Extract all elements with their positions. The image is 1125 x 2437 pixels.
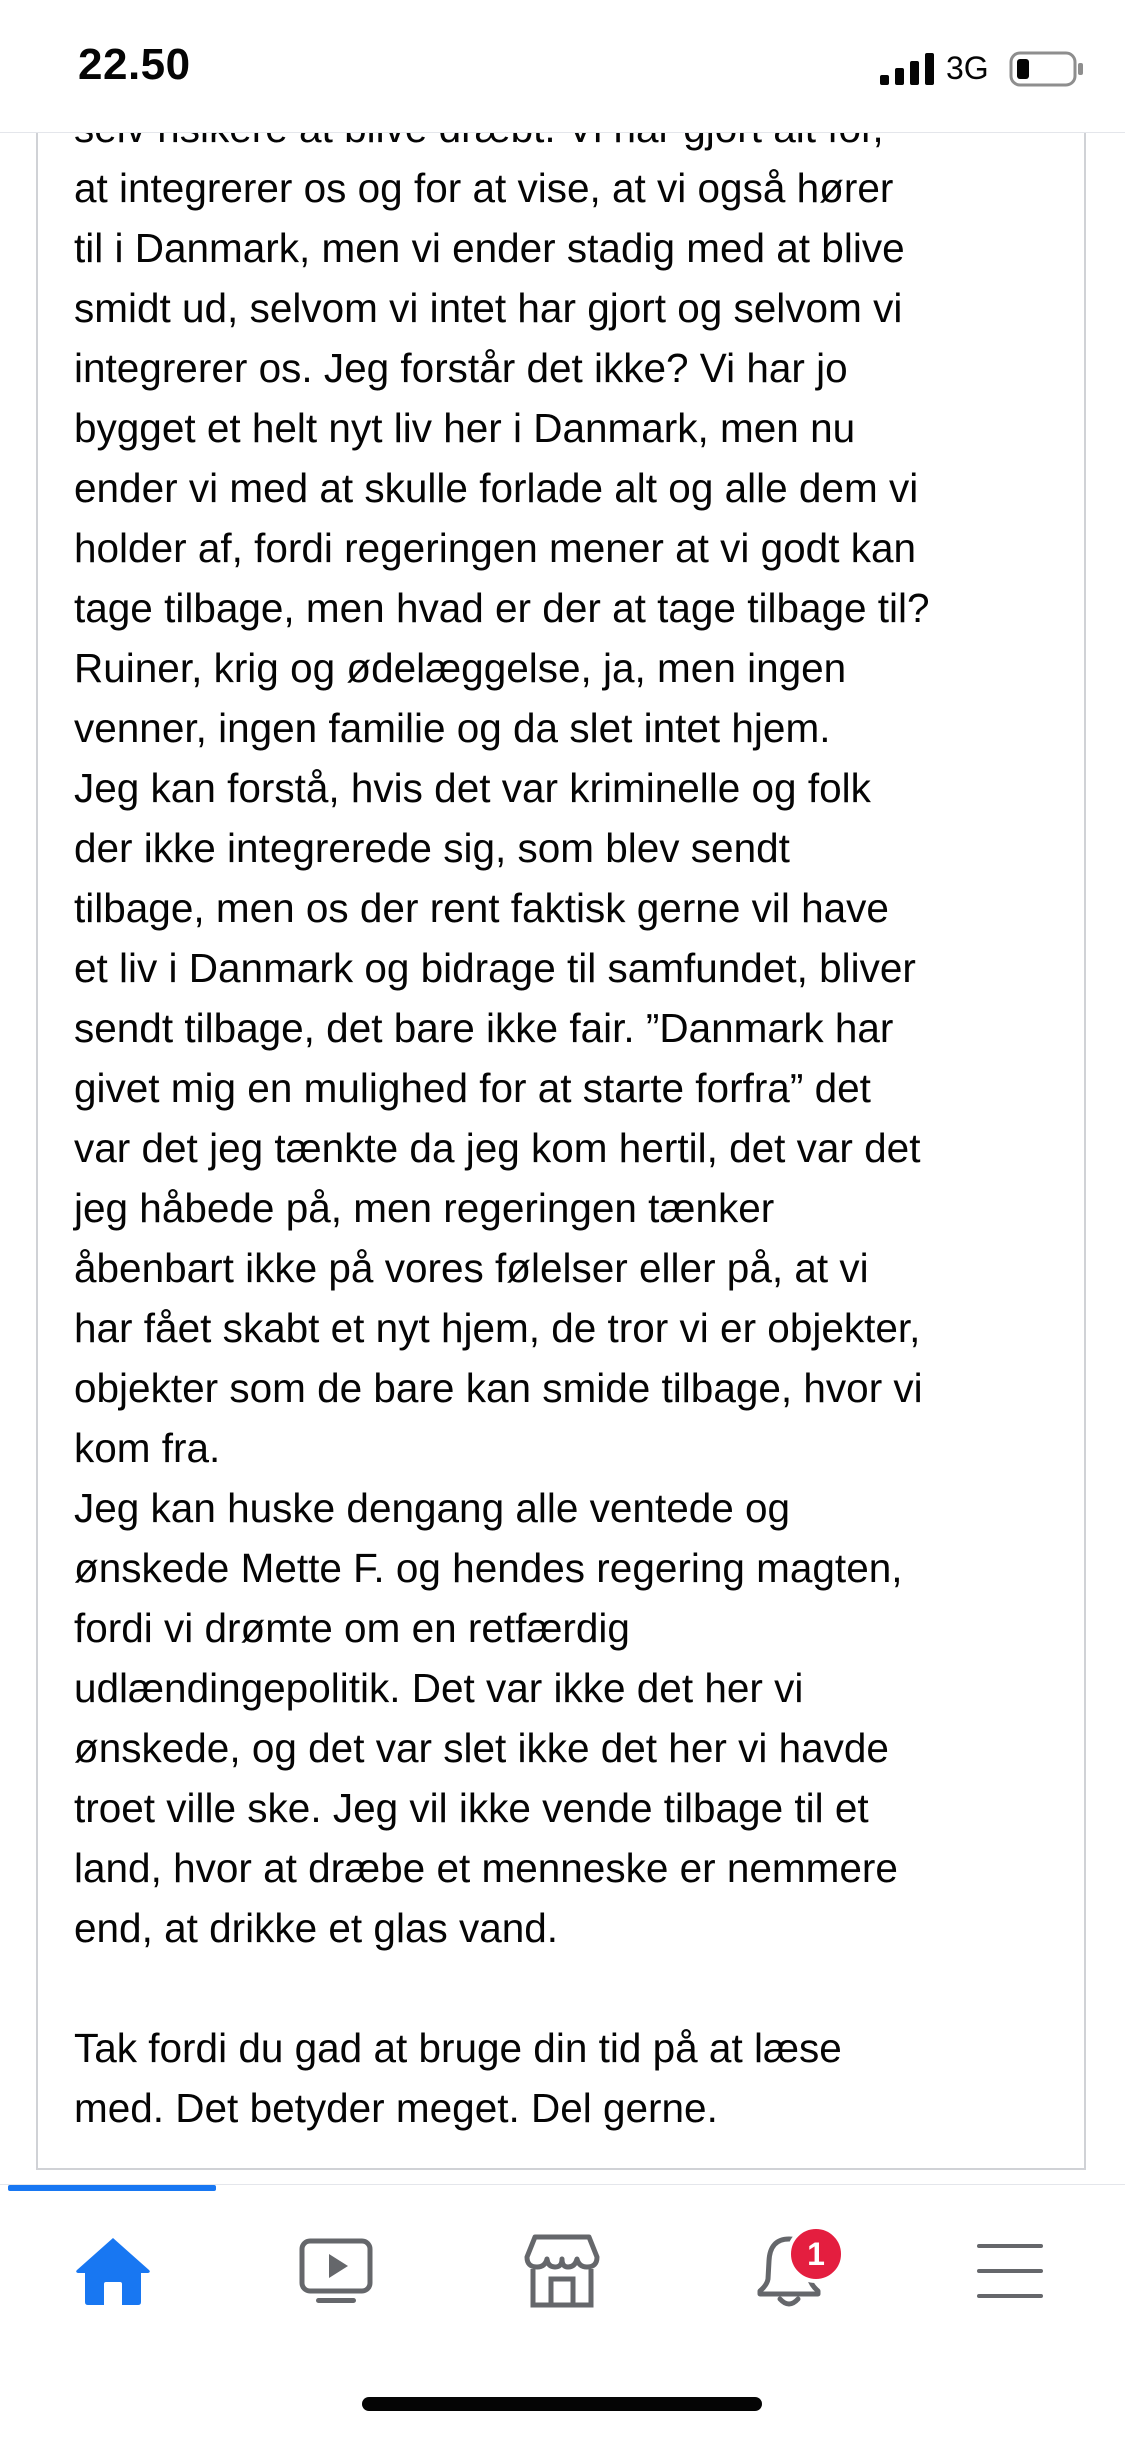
post-text-line: med. Det betyder meget. Del gerne.: [74, 2085, 718, 2131]
post-text-line: til i Danmark, men vi ender stadig med at blive: [74, 225, 905, 271]
post-text-line: smidt ud, selvom vi intet har gjort og selvom vi: [74, 285, 903, 331]
post-text-line: fordi vi drømte om en retfærdig: [74, 1605, 630, 1651]
tab-menu[interactable]: [950, 2211, 1070, 2331]
post-text-line: ønskede, og det var slet ikke det her vi havde: [74, 1725, 889, 1771]
video-play-icon: [298, 2237, 374, 2305]
post-text: [74, 110, 1074, 2138]
hamburger-menu-icon: [977, 2242, 1043, 2300]
post-text-line: tilbage, men os der rent faktisk gerne vil have: [74, 885, 889, 931]
post-text-line: åbenbart ikke på vores følelser eller på, at vi: [74, 1245, 869, 1291]
cellular-signal-icon: [880, 53, 936, 85]
post-text-line: kom fra.: [74, 1425, 221, 1471]
post-text-line: venner, ingen familie og da slet intet hjem.: [74, 705, 831, 751]
post-text-line: givet mig en mulighed for at starte forfra” det: [74, 1065, 871, 1111]
post-text-line: end, at drikke et glas vand.: [74, 1905, 559, 1951]
tab-marketplace[interactable]: [502, 2211, 622, 2331]
post-text-line: land, hvor at dræbe et menneske er nemmere: [74, 1845, 898, 1891]
battery-low-icon: [1009, 51, 1085, 87]
post-text-line: Jeg kan forstå, hvis det var kriminelle og folk: [74, 765, 871, 811]
post-text-line: Ruiner, krig og ødelæggelse, ja, men ingen: [74, 645, 847, 691]
post-text-line: objekter som de bare kan smide tilbage, hvor vi: [74, 1365, 923, 1411]
post-text-line: bygget et helt nyt liv her i Danmark, men nu: [74, 405, 856, 451]
post-text-line: jeg håbede på, men regeringen tænker: [74, 1185, 775, 1231]
post-text-line: var det jeg tænkte da jeg kom hertil, det var det: [74, 1125, 921, 1171]
post-text-blank-line: [74, 1958, 1074, 2018]
tab-watch[interactable]: [276, 2211, 396, 2331]
post-text-line: har fået skabt et nyt hjem, de tror vi er objekter,: [74, 1305, 921, 1351]
tab-home[interactable]: [53, 2211, 173, 2331]
post-text-line: Jeg kan huske dengang alle ventede og: [74, 1485, 791, 1531]
post-text-line: sendt tilbage, det bare ikke fair. ”Danmark har: [74, 1005, 894, 1051]
post-text-line: ender vi med at skulle forlade alt og alle dem vi: [74, 465, 919, 511]
post-text-line: Tak fordi du gad at bruge din tid på at læse: [74, 2025, 842, 2071]
post-text-line: tage tilbage, men hvad er der at tage tilbage til?: [74, 585, 930, 631]
post-text-line: integrerer os. Jeg forstår det ikke? Vi har jo: [74, 345, 848, 391]
network-type-label: 3G: [946, 50, 989, 86]
post-card: [36, 110, 1086, 2170]
post-text-line: et liv i Danmark og bidrage til samfundet, bliver: [74, 945, 916, 991]
post-text-line: der ikke integrerede sig, som blev sendt: [74, 825, 790, 871]
post-text-line: udlændingepolitik. Det var ikke det her vi: [74, 1665, 804, 1711]
status-time: 22.50: [78, 40, 191, 89]
notification-badge: 1: [787, 2225, 845, 2283]
active-tab-indicator: [8, 2185, 216, 2191]
post-text-line: holder af, fordi regeringen mener at vi godt kan: [74, 525, 916, 571]
marketplace-store-icon: [523, 2233, 601, 2309]
tab-notifications[interactable]: [729, 2211, 849, 2331]
home-indicator[interactable]: [362, 2397, 762, 2411]
post-text-line: troet ville ske. Jeg vil ikke vende tilbage til et: [74, 1785, 869, 1831]
post-text-line: at integrerer os og for at vise, at vi også hører: [74, 165, 894, 211]
status-bar: [0, 0, 1125, 133]
home-icon: [75, 2236, 151, 2306]
post-text-line: ønskede Mette F. og hendes regering magten,: [74, 1545, 903, 1591]
